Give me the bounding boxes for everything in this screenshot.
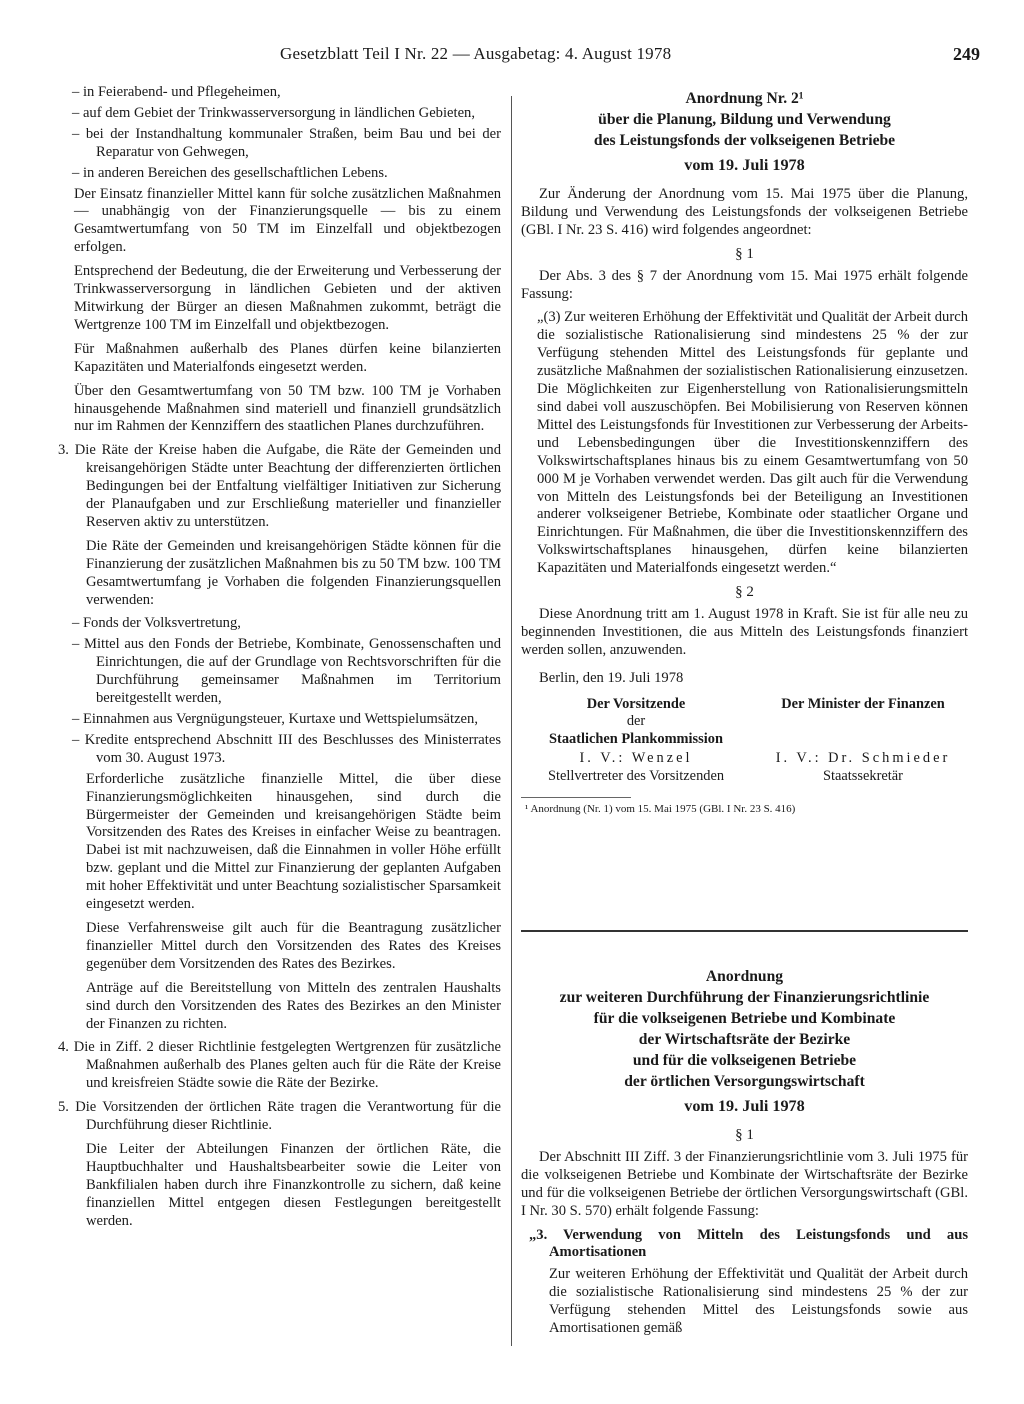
paragraph: Der Abschnitt III Ziff. 3 der Finanzierungsrichtlinie vom 3. Juli 1975 für die volkseigenen Betriebe und Kombinate der Wirtschaftsräte der Bezirke und für die volkseigenen Betriebe der örtlichen Versorgungswirtschaft (GBl. I Nr. 30 S. 570) erhält folgende Fassung: — [521, 1148, 968, 1219]
signer-title: Stellvertreter des Vorsitzenden — [547, 767, 725, 784]
title-date: vom 19. Juli 1978 — [684, 156, 805, 174]
subsection-heading: „3. Verwendung von Mitteln des Leistungsfonds und aus Amortisationen — [529, 1226, 968, 1261]
numbered-item-5: 5. Die Vorsitzenden der örtlichen Räte tragen die Verantwortung für die Durchführung dieser Richtlinie. — [58, 1099, 501, 1134]
title-line: und für die volkseigenen Betriebe — [632, 1052, 857, 1069]
paragraph: Der Abs. 3 des § 7 der Anordnung vom 15. Mai 1975 erhält folgende Fassung: — [521, 267, 968, 302]
signer-role: der — [626, 713, 646, 730]
section-heading: § 1 — [735, 245, 754, 262]
list-item: – in Feierabend- und Pflegeheimen, — [72, 84, 281, 100]
ordinance-2-title — [521, 966, 968, 1117]
section-heading: § 2 — [735, 584, 754, 601]
signer-title: Staatssekretär — [823, 767, 903, 784]
numbered-item-3: 3. Die Räte der Kreise haben die Aufgabe, die Räte der Gemeinden und kreisangehörigen Städte unter Beachtung der differenzierten örtlichen Bedingungen bei der Entfaltung vielfältiger Initiativen zur Sicherung der Planaufgaben und zur Erschließung materieller und finanzieller Reserven aktiv zu unterstützen. — [58, 442, 501, 530]
place-date: Berlin, den 19. Juli 1978 — [539, 669, 684, 686]
paragraph: Zur Änderung der Anordnung vom 15. Mai 1975 über die Planung, Bildung und Verwendung des Leistungsfonds der volkseigenen Betriebe (GBl. I Nr. 23 S. 416) wird folgendes angeordnet: — [521, 186, 968, 238]
paragraph: Erforderliche zusätzliche finanzielle Mittel, die über diese Finanzierungsmöglichkeiten hinausgehen, sind durch die Bürgermeister der Gemeinden und kreisangehörigen Städte beim Vorsitzenden des Rates des Kreises in einfacher Weise zu beantragen. Dabei ist mit nachzuweisen, daß die Einnahmen in voller Höhe erfüllt bzw. geplant und die Mittel zur Finanzierung der geplanten Aufgaben mit hoher Effektivität und unter Beachtung sozialistischer Sparsamkeit eingesetzt werden. — [86, 770, 501, 913]
paragraph: Anträge auf die Bereitstellung von Mitteln des zentralen Haushalts sind durch den Vorsitzenden des Rates des Bezirkes an den Minister der Finanzen zu richten. — [86, 979, 501, 1032]
title-line: des Leistungsfonds der volkseigenen Betriebe — [593, 132, 896, 149]
title-line: für die volkseigenen Betriebe und Kombinate — [593, 1010, 896, 1027]
page-header — [280, 44, 980, 68]
right-column — [521, 88, 968, 816]
list-item: – Einnahmen aus Vergnügungsteuer, Kurtaxe und Wettspielumsätzen, — [72, 711, 478, 727]
ordinance-1-title — [521, 88, 968, 176]
left-column — [58, 84, 501, 1236]
signature-block — [521, 696, 968, 786]
numbered-item-4: 4. Die in Ziff. 2 dieser Richtlinie festgelegten Wertgrenzen für zusätzliche Maßnahmen außerhalb des Planes gelten auch für die Räte der Kreise und kreisfreien Städte sowie die Räte der Bezirke. — [58, 1039, 501, 1092]
paragraph: Diese Anordnung tritt am 1. August 1978 in Kraft. Sie ist für alle neu zu beginnenden Investitionen, die aus Mitteln des Leistungsfonds finanziert werden sollen, anzuwenden. — [521, 605, 968, 658]
paragraph: Entsprechend der Bedeutung, die der Erweiterung und Verbesserung der Trinkwasserversorgung in ländlichen Gebieten und der aktiven Mitwirkung der Bürger an diesen Maßnahmen zukommt, beträgt die Wertgrenze 100 TM im Einzelfall und objektbezogen. — [74, 263, 501, 333]
list-item: – Mittel aus den Fonds der Betriebe, Kombinate, Genossenschaften und Einrichtungen, die auf der Grundlage von Rechtsvorschriften für die Durchführung gemeinsamer Maßnahmen im Territorium bereitgestellt werden, — [72, 636, 501, 707]
paragraph: Für Maßnahmen außerhalb des Planes dürfen keine bilanzierten Kapazitäten und Materialfonds eingesetzt werden. — [74, 340, 501, 375]
paragraph: Zur weiteren Erhöhung der Effektivität und Qualität der Arbeit durch die sozialistische Rationalisierung sind mindestens 25 % der zur Verfügung stehenden Mittel des Leistungsfonds sowie aus Amortisationen gemäß — [549, 1266, 968, 1337]
list-item: – auf dem Gebiet der Trinkwasserversorgung in ländlichen Gebieten, — [72, 104, 475, 121]
column-divider — [511, 96, 512, 1346]
title-line: zur weiteren Durchführung der Finanzierungsrichtlinie — [559, 989, 930, 1006]
signer-name: I. V.: Wenzel — [579, 750, 693, 767]
title-line: der örtlichen Versorgungswirtschaft — [624, 1073, 865, 1090]
signer-name: I. V.: Dr. Schmieder — [775, 750, 951, 767]
list-item: – in anderen Bereichen des gesellschaftlichen Lebens. — [72, 164, 388, 181]
signer-role: Der Vorsitzende — [586, 695, 686, 712]
page-number: 249 — [953, 44, 980, 64]
paragraph: Über den Gesamtwertumfang von 50 TM bzw. 100 TM je Vorhaben hinausgehende Maßnahmen sind materiell und finanziell grundsätzlich nur im Rahmen der Kennziffern des staatlichen Planes durchzuführen. — [74, 382, 501, 435]
footnote: ¹ Anordnung (Nr. 1) vom 15. Mai 1975 (GBl. I Nr. 23 S. 416) — [525, 803, 796, 816]
section-divider — [521, 930, 968, 932]
list-item: – Kredite entsprechend Abschnitt III des Beschlusses des Ministerrates vom 30. August 1973. — [72, 731, 501, 766]
header-title: Gesetzblatt Teil I Nr. 22 — Ausgabetag: 4. August 1978 — [280, 44, 672, 63]
signer-role: Der Minister der Finanzen — [781, 695, 945, 712]
quoted-paragraph: „(3) Zur weiteren Erhöhung der Effektivität und Qualität der Arbeit durch die sozialistische Rationalisierung sind mindestens 25 % der zur Verfügung stehenden Mittel des Leistungsfonds für geplante und zusätzliche Maßnahmen der sozialistischen Rationalisierung einzusetzen. Die Möglichkeiten zur Eigenherstellung von Rationalisierungsmitteln sind dabei voll auszuschöpfen. Bei Mobilisierung von Reserven können Mittel des Leistungsfonds für Investitionen zur Verbesserung der Arbeits- und Lebensbedingungen über die Investitionskennziffern des Volkswirtschaftsplanes hinaus bis zu einem Gesamtwertumfang von 50 000 M je Vorhaben verwendet werden. Das gilt auch für die Verwendung von Mitteln des Leistungsfonds bei der Beteiligung an Investitionen anderer volkseigener Betriebe, Kombinate oder staatlicher Organe und Einrichtungen. Für Maßnahmen, die über die Investitionskennziffern des Volkswirtschaftsplanes hinausgehen, dürfen keine bilanzierten Kapazitäten und Materialfonds eingesetzt werden.“ — [537, 309, 968, 577]
title-line: Anordnung — [705, 968, 784, 985]
paragraph: Der Einsatz finanzieller Mittel kann für solche zusätzlichen Maßnahmen — unabhängig von der Finanzierungsquelle — bis zu einem Gesamtwertumfang von 50 TM im Einzelfall und objektbezogen erfolgen. — [74, 185, 501, 256]
title-line: der Wirtschaftsräte der Bezirke — [638, 1031, 851, 1048]
title-line: Anordnung Nr. 2¹ — [685, 90, 804, 107]
signature-left — [521, 696, 751, 786]
paragraph: Die Räte der Gemeinden und kreisangehörigen Städte können für die Finanzierung der zusätzlichen Maßnahmen bis zu 50 TM bzw. 100 TM Gesamtwertumfang je Vorhaben die folgenden Finanzierungsquellen verwenden: — [86, 537, 501, 608]
signature-right — [758, 696, 968, 786]
title-date: vom 19. Juli 1978 — [684, 1097, 805, 1115]
list-item: – Fonds der Volksvertretung, — [72, 615, 241, 632]
list-item: – bei der Instandhaltung kommunaler Straßen, beim Bau und bei der Reparatur von Gehwegen, — [72, 125, 501, 160]
footnote-rule — [521, 797, 631, 798]
title-line: über die Planung, Bildung und Verwendung — [598, 111, 891, 128]
ordinance-2 — [521, 966, 968, 1344]
paragraph: Diese Verfahrensweise gilt auch für die Beantragung zusätzlicher finanzieller Mittel durch den Vorsitzenden des Rates des Kreises gegenüber dem Vorsitzenden des Rates des Bezirkes. — [86, 919, 501, 972]
section-heading: § 1 — [735, 1127, 754, 1143]
signer-role: Staatlichen Plankommission — [549, 730, 723, 747]
paragraph: Die Leiter der Abteilungen Finanzen der örtlichen Räte, die Hauptbuchhalter und Haushaltsbearbeiter sowie die Leiter von Bankfilialen haben durch ihre Finanzkontrolle zu sichern, daß keine finanziellen Mittel entgegen diesen Festlegungen bereitgestellt werden. — [86, 1140, 501, 1229]
